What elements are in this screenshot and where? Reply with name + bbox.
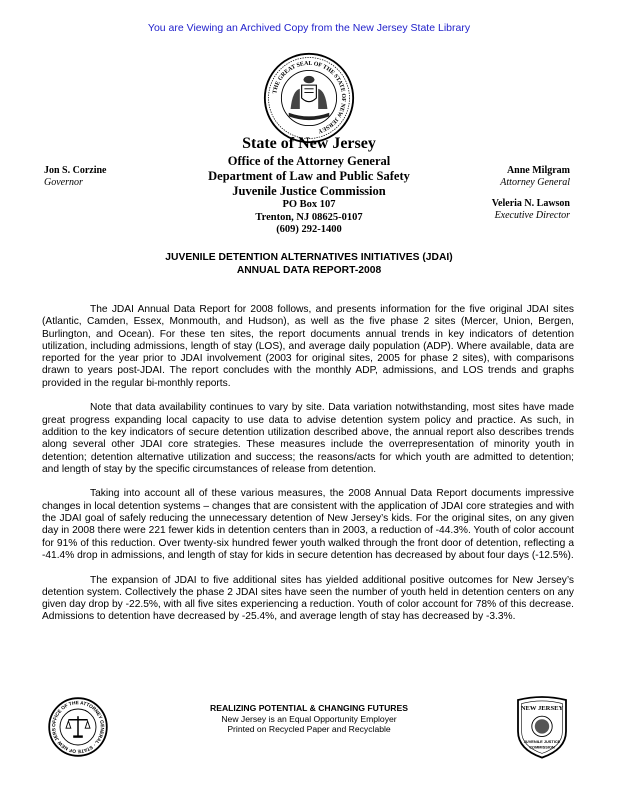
phone-number: (609) 292-1400 (276, 224, 342, 235)
governor-block (44, 165, 107, 189)
footer-tagline: REALIZING POTENTIAL & CHANGING FUTURES (210, 703, 408, 713)
office-name: Office of the Attorney General (227, 154, 391, 168)
paragraph-1: The JDAI Annual Data Report for 2008 follows, and presents information for the five original JDAI sites (Atlantic, Camden, Essex, Monmouth, and Hudson), as well as the five phase 2 sites (Mercer, Union, Bergen, Burlington, and Ocean). For these ten sites, the report documents annual trends in key indicators of detention utilization, including admissions, length of stay (LOS), and average daily population (ADP). Where available, data are reported for the year prior to JDAI involvement (2003 for original sites, 2005 for phase 2 sites), with comparisons drawn to years post-JDAI. The report concludes with the monthly ADP, admissions, and LOS trends and graphs provided in the regular bi-monthly reports. (42, 304, 574, 389)
svg-text:NEW JERSEY: NEW JERSEY (520, 705, 564, 713)
archive-banner: You are Viewing an Archived Copy from the New Jersey State Library (147, 22, 471, 34)
svg-text:THE GREAT SEAL OF THE STATE OF: THE GREAT SEAL OF THE STATE OF NEW JERSEY (272, 60, 347, 134)
juvenile-justice-badge-icon (512, 694, 572, 760)
paragraph-2: Note that data availability continues to vary by site. Data variation notwithstanding, most sites have made great progress expanding local capacity to use data to advise detention system policy and practice. As such, in addition to the key indicators of secure detention utilization described above, the annual report also describes trends along several other JDAI core strategies. These measures include the overrepresentation of minority youth in detention; detention alternative utilization and success; the reasons/acts for which youth are admitted to detention; and length of stay by the specific circumstances of release from detention. (42, 402, 574, 475)
svg-text:JUVENILE JUSTICE: JUVENILE JUSTICE (523, 739, 561, 745)
state-seal-icon (263, 52, 355, 144)
department-name: Department of Law and Public Safety (208, 169, 410, 183)
city-address: Trenton, NJ 08625-0107 (255, 211, 363, 223)
commission-name: Juvenile Justice Commission (232, 184, 386, 198)
attorney-general-title: Attorney General (500, 177, 570, 188)
svg-text:OFFICE OF THE ATTORNEY GENERAL: OFFICE OF THE ATTORNEY GENERAL · STATE OF NEW JERS (52, 701, 104, 753)
executive-director-name: Veleria N. Lawson (491, 198, 570, 209)
governor-title: Governor (44, 177, 83, 188)
report-title-line-1: JUVENILE DETENTION ALTERNATIVES INITIATIVES (JDAI) (165, 252, 453, 263)
governor-name: Jon S. Corzine (44, 165, 107, 176)
executive-director-title: Executive Director (494, 210, 570, 221)
officials-block (492, 165, 570, 222)
report-title (0, 252, 618, 277)
attorney-general-name: Anne Milgram (506, 165, 570, 176)
state-name: State of New Jersey (242, 135, 376, 152)
report-body (42, 304, 574, 636)
footer-recycled: Printed on Recycled Paper and Recyclable (227, 724, 391, 734)
paragraph-3: Taking into account all of these various measures, the 2008 Annual Data Report documents impressive changes in local detention systems – changes that are consistent with the application of JDAI core strategies and with the JDAI goal of safely reducing the unnecessary detention of New Jersey’s kids. For the original sites, on any given day in 2008 there were 221 fewer kids in detention centers than in 2003, a reduction of -44.3%. Youth of color account for 91% of this reduction. Over twenty-six hundred fewer youth walked through the front door of detention, reflecting a -41.4% drop in admissions, and length of stay for kids in secure detention has decreased by about four days (-12.5%). (42, 488, 574, 561)
report-title-line-2: ANNUAL DATA REPORT-2008 (236, 264, 382, 276)
po-box: PO Box 107 (282, 199, 336, 210)
svg-text:COMMISSION: COMMISSION (529, 744, 555, 750)
footer-employer: New Jersey is an Equal Opportunity Employer (221, 713, 397, 724)
paragraph-4: The expansion of JDAI to five additional sites has yielded additional positive outcomes for New Jersey’s detention system. Collectively the phase 2 JDAI sites have seen the number of youth held in detention centers on any given day drop by -22.5%, with all five sites experiencing a reduction. Youth of color account for 78% of this decrease. Admissions to detention have decreased by -25.4%, and average length of stay has decreased by -3.3%. (42, 574, 574, 623)
